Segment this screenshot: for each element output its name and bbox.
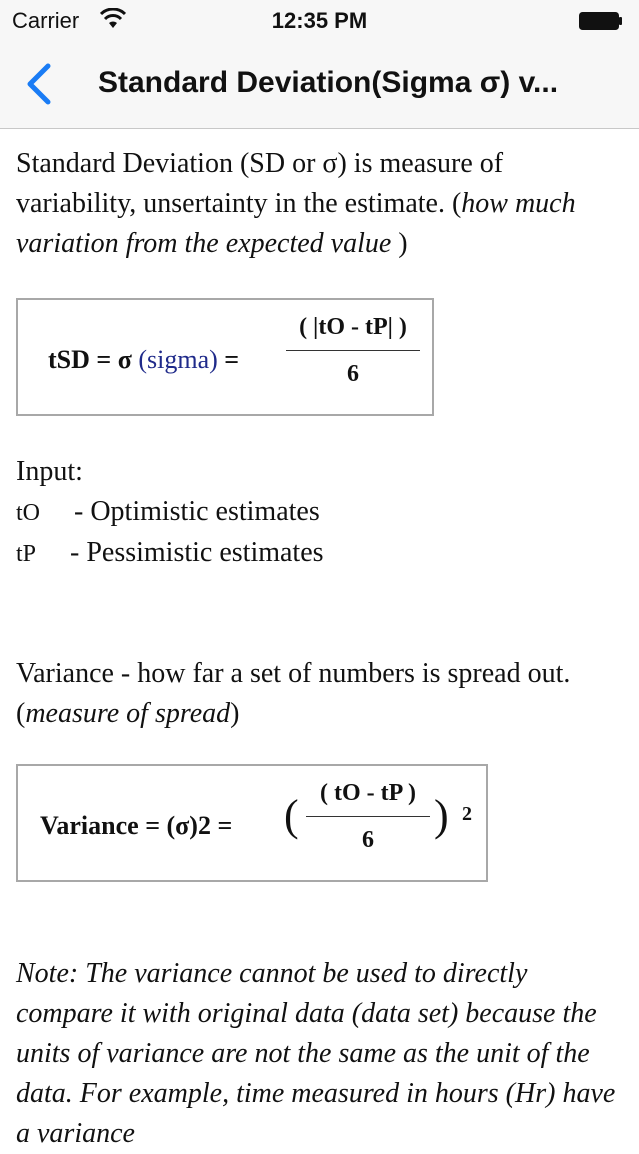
navigation-bar <box>0 40 639 129</box>
note-paragraph: Note: The variance cannot be used to directly compare it with original data (data set) because the units of variance are not the same as the unit of the data. For example, time measured in hours (Hr) have a variance <box>16 958 616 1149</box>
clock: 12:35 PM <box>271 8 368 33</box>
variance-italic: measure of spread <box>25 698 231 729</box>
back-button[interactable] <box>14 54 74 114</box>
exponent: 2 <box>462 803 472 825</box>
fraction-bar <box>286 350 420 351</box>
variance-text: Variance - how far a set of numbers is spread out.( <box>16 658 571 729</box>
right-paren: ) <box>434 791 449 840</box>
left-paren: ( <box>284 791 299 840</box>
variance-numerator: ( tO - tP ) <box>320 780 416 806</box>
sd-numerator: ( |tO - tP| ) <box>299 314 407 340</box>
sd-lhs-suffix: = <box>217 345 240 374</box>
variance-fraction <box>306 778 430 855</box>
input-label: Input: <box>16 456 83 487</box>
sd-formula-lhs <box>48 340 239 380</box>
sigma-word: (sigma) <box>138 345 218 374</box>
intro-text: Standard Deviation (SD or σ) is measure of variability, unsertainty in the estimate. ( <box>16 148 504 219</box>
status-bar <box>0 0 639 40</box>
variance-formula-box <box>16 764 488 882</box>
fraction-bar <box>306 816 430 817</box>
battery-icon <box>579 12 623 30</box>
input-desc: - Optimistic estimates <box>74 496 320 527</box>
sd-fraction <box>286 312 420 389</box>
input-item-pessimistic <box>16 533 626 574</box>
intro-paragraph <box>16 144 626 264</box>
sd-formula-box <box>16 298 434 416</box>
input-symbol: tO <box>16 500 40 526</box>
article-content <box>16 128 626 1154</box>
sd-lhs-prefix: tSD = σ <box>48 345 139 374</box>
variance-paragraph <box>16 654 626 734</box>
input-symbol: tP <box>16 541 37 567</box>
input-item-optimistic <box>16 492 626 533</box>
page-title: Standard Deviation(Sigma σ) v... <box>98 66 559 99</box>
variance-formula-lhs: Variance = (σ)2 = <box>40 811 233 840</box>
intro-end: ) <box>391 228 408 259</box>
carrier-label: Carrier <box>12 8 80 33</box>
sd-denominator: 6 <box>347 361 359 387</box>
variance-denominator: 6 <box>362 827 374 853</box>
input-desc: - Pessimistic estimates <box>70 537 324 568</box>
chevron-left-icon <box>14 54 74 114</box>
intro-italic: how much variation from the expected value <box>16 188 576 259</box>
variance-end: ) <box>230 698 240 729</box>
